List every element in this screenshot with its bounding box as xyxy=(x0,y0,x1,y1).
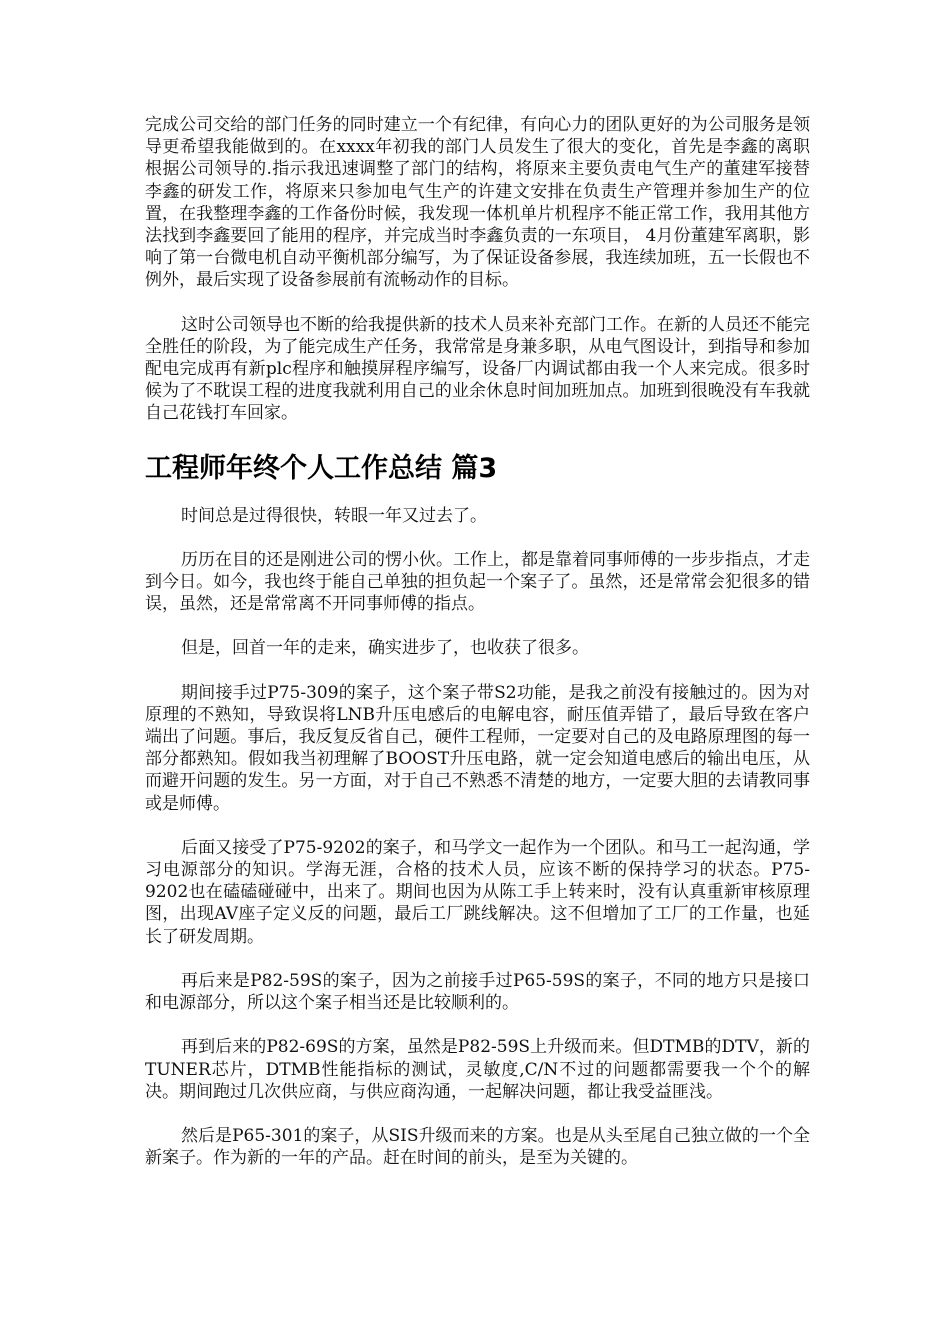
paragraph: 期间接手过P75-309的案子，这个案子带S2功能，是我之前没有接触过的。因为对原理的不熟知，导致误将LNB升压电感后的电解电容，耐压值弄错了，最后导致在客户端出了问题。事后，我反复反省自己，硬件工程师，一定要对自己的及电路原理图的每一部分都熟知。假如我当初理解了BOOST升压电路，就一定会知道电感后的输出电压，从而避开问题的发生。另一方面，对于自己不熟悉不清楚的地方，一定要大胆的去请教同事或是师傅。 xyxy=(145,682,810,814)
paragraph: 历历在目的还是刚进公司的愣小伙。工作上，都是靠着同事师傅的一步步指点，才走到今日。如今，我也终于能自己单独的担负起一个案子了。虽然，还是常常会犯很多的错误，虽然，还是常常离不开同事师傅的指点。 xyxy=(145,549,810,615)
paragraph: 再后来是P82-59S的案子，因为之前接手过P65-59S的案子，不同的地方只是接口和电源部分，所以这个案子相当还是比较顺利的。 xyxy=(145,970,810,1014)
paragraph: 但是，回首一年的走来，确实进步了，也收获了很多。 xyxy=(181,638,589,659)
document-page xyxy=(145,114,810,1191)
paragraph: 这时公司领导也不断的给我提供新的技术人员来补充部门工作。在新的人员还不能完全胜任的阶段，为了能完成生产任务，我常常是身兼多职，从电气图设计，到指导和参加配电完成再有新plc程序和触摸屏程序编写，设备厂内调试都由我一个人来完成。很多时候为了不耽误工程的进度我就利用自己的业余休息时间加班加点。加班到很晚没有车我就自己花钱打车回家。 xyxy=(145,314,810,424)
section-heading: 工程师年终个人工作总结 篇3 xyxy=(145,452,498,484)
paragraph: 完成公司交给的部门任务的同时建立一个有纪律，有向心力的团队更好的为公司服务是领导更希望我能做到的。在xxxx年初我的部门人员发生了很大的变化，首先是李鑫的离职根据公司领导的.指示我迅速调整了部门的结构，将原来主要负责电气生产的董建军接替李鑫的研发工作，将原来只参加电气生产的许建文安排在负责生产管理并参加生产的位置，在我整理李鑫的工作备份时候，我发现一体机单片机程序不能正常工作，我用其他方法找到李鑫要回了能用的程序，并完成当时李鑫负责的一东项目， 4月份董建军离职，影响了第一台微电机自动平衡机部分编写，为了保证设备参展，我连续加班，五一长假也不例外，最后实现了设备参展前有流畅动作的目标。 xyxy=(145,115,810,291)
paragraph: 时间总是过得很快，转眼一年又过去了。 xyxy=(181,505,487,526)
paragraph: 后面又接受了P75-9202的案子，和马学文一起作为一个团队。和马工一起沟通，学习电源部分的知识。学海无涯，合格的技术人员，应该不断的保持学习的状态。P75-9202也在磕磕碰碰中，出来了。期间也因为从陈工手上转来时，没有认真重新审核原理图，出现AV座子定义反的问题，最后工厂跳线解决。这不但增加了工厂的工作量，也延长了研发周期。 xyxy=(145,837,810,947)
paragraph: 再到后来的P82-69S的方案，虽然是P82-59S上升级而来。但DTMB的DTV，新的TUNER芯片，DTMB性能指标的测试，灵敏度,C/N不过的问题都需要我一个个的解决。期间跑过几次供应商，与供应商沟通，一起解决问题，都让我受益匪浅。 xyxy=(145,1037,810,1102)
paragraph: 然后是P65-301的案子，从SIS升级而来的方案。也是从头至尾自己独立做的一个全新案子。作为新的一年的产品。赶在时间的前头，是至为关键的。 xyxy=(145,1125,810,1169)
